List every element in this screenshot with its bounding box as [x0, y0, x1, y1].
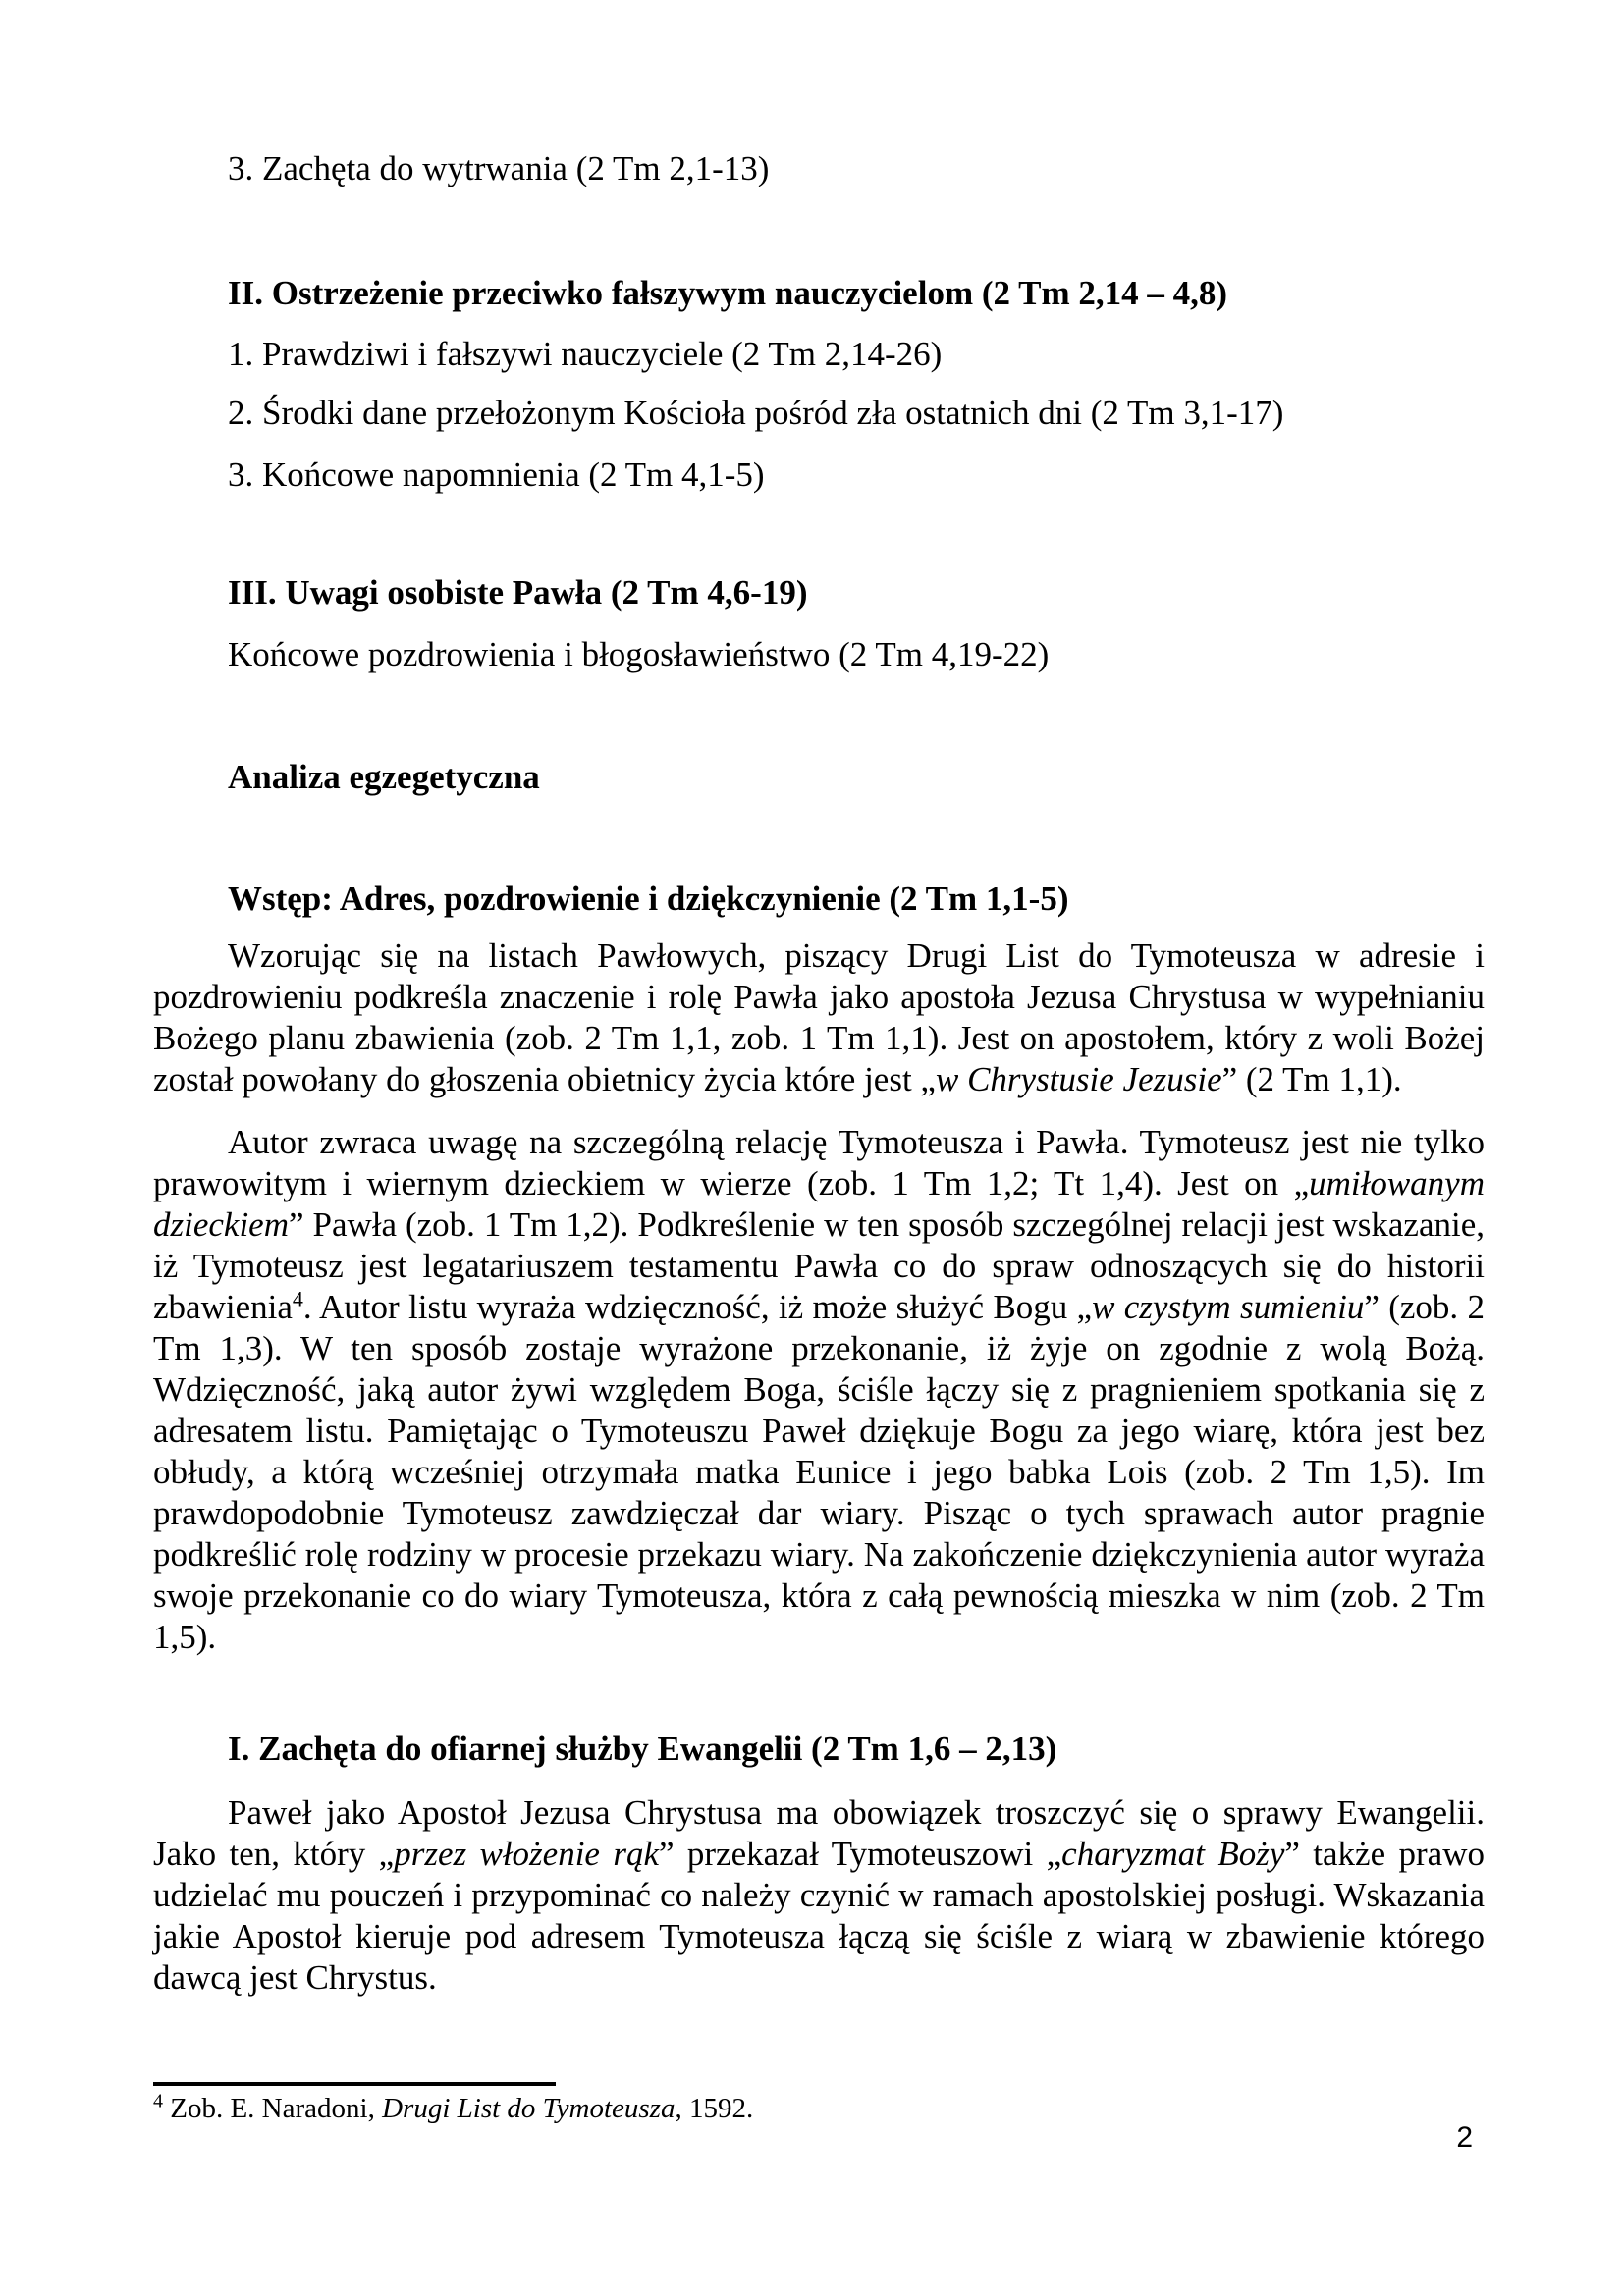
- document-body: [153, 148, 1485, 1999]
- footnote-tail: , 1592.: [675, 2093, 754, 2124]
- paragraph-1-text: Wzorując się na listach Pawłowych, piszący Drugi List do Tymoteusza w adresie i pozdrowieniu podkreśla znaczenie i rolę Pawła jako apostoła Jezusa Chrystusa w wypełnianiu Bożego planu zbawienia (zob. 2 Tm 1,1, zob. 1 Tm 1,1). Jest on apostołem, który z woli Bożej został powołany do głoszenia obietnicy życia które jest „: [153, 936, 1485, 1098]
- footnote-separator: [153, 2082, 556, 2086]
- footnote: [153, 2087, 1233, 2130]
- paragraph-1-tail: ” (2 Tm 1,1).: [1221, 1060, 1402, 1098]
- section-3-heading: III. Uwagi osobiste Pawła (2 Tm 4,6-19): [228, 573, 808, 612]
- paragraph-3-quote-a: przez włożenie rąk: [394, 1835, 659, 1873]
- intro-heading: Wstęp: Adres, pozdrowienie i dziękczynienie (2 Tm 1,1-5): [228, 880, 1069, 918]
- paragraph-3: [153, 1792, 1485, 1999]
- paragraph-2-quote-a: umiłowanym dzieckiem: [153, 1164, 1485, 1244]
- paragraph-2-text-c: . Autor listu wyraża wdzięczność, iż może służyć Bogu „: [302, 1288, 1093, 1326]
- paragraph-3-quote-b: charyzmat Boży: [1061, 1835, 1285, 1873]
- analysis-heading: Analiza egzegetyczna: [228, 758, 540, 796]
- outline-item-closing: Końcowe pozdrowienia i błogosławieństwo (2 Tm 4,19-22): [228, 635, 1050, 673]
- outline-item-previous: 3. Zachęta do wytrwania (2 Tm 2,1-13): [228, 149, 770, 187]
- paragraph-1: [153, 935, 1485, 1100]
- footnote-reference-4: 4: [292, 1286, 303, 1311]
- outline-item-2: 2. Środki dane przełożonym Kościoła pośród zła ostatnich dni (2 Tm 3,1-17): [228, 394, 1284, 432]
- footnote-title: Drugi List do Tymoteusza: [382, 2093, 676, 2124]
- footnote-text: Zob. E. Naradoni,: [163, 2093, 383, 2124]
- section-2-heading: II. Ostrzeżenie przeciwko fałszywym nauczycielom (2 Tm 2,14 – 4,8): [228, 274, 1228, 312]
- outline-item-3: 3. Końcowe napomnienia (2 Tm 4,1-5): [228, 455, 765, 494]
- footnote-marker: 4: [153, 2090, 163, 2112]
- paragraph-3-text-a: Paweł jako Apostoł Jezusa Chrystusa ma obowiązek troszczyć się o sprawy Ewangelii. Jako ten, który „: [153, 1793, 1485, 1873]
- paragraph-2-quote-b: w czystym sumieniu: [1092, 1288, 1365, 1326]
- page-number: 2: [1456, 2121, 1473, 2154]
- paragraph-1-quote: w Chrystusie Jezusie: [935, 1060, 1222, 1098]
- paragraph-2-text-d: ” (zob. 2 Tm 1,3). W ten sposób zostaje wyrażone przekonanie, iż żyje on zgodnie z wolą Bożą. Wdzięczność, jaką autor żywi względem Boga, ściśle łączy się z pragnieniem spotkania się z adresatem listu. Pamiętając o Tymoteuszu Paweł dziękuje Bogu za jego wiarę, która jest bez obłudy, a którą wcześniej otrzymała matka Eunice i jego babka Lois (zob. 2 Tm 1,5). Im prawdopodobnie Tymoteusz zawdzięczał dar wiary. Pisząc o tych sprawach autor pragnie podkreślić rolę rodziny w procesie przekazu wiary. Na zakończenie dziękczynienia autor wyraża swoje przekonanie co do wiary Tymoteusza, która z całą pewnością mieszka w nim (zob. 2 Tm 1,5).: [153, 1288, 1485, 1656]
- paragraph-3-text-c: ” także prawo udzielać mu pouczeń i przypominać co należy czynić w ramach apostolskiej posługi. Wskazania jakie Apostoł kieruje pod adresem Tymoteusza łączą się ściśle z wiarą w zbawienie którego dawcą jest Chrystus.: [153, 1835, 1485, 1997]
- outline-item-1: 1. Prawdziwi i fałszywi nauczyciele (2 Tm 2,14-26): [228, 335, 943, 373]
- paragraph-2: [153, 1122, 1485, 1658]
- paragraph-2-text-b: ” Pawła (zob. 1 Tm 1,2). Podkreślenie w ten sposób szczególnej relacji jest wskazanie, iż Tymoteusz jest legatariuszem testamentu Pawła co do spraw odnoszących się do historii zbawienia: [153, 1205, 1485, 1326]
- paragraph-2-text-a: Autor zwraca uwagę na szczególną relację Tymoteusza i Pawła. Tymoteusz jest nie tylko prawowitym i wiernym dzieckiem w wierze (zob. 1 Tm 1,2; Tt 1,4). Jest on „: [153, 1123, 1485, 1202]
- section-1-heading: I. Zachęta do ofiarnej służby Ewangelii (2 Tm 1,6 – 2,13): [228, 1730, 1057, 1768]
- paragraph-3-text-b: ” przekazał Tymoteuszowi „: [658, 1835, 1062, 1873]
